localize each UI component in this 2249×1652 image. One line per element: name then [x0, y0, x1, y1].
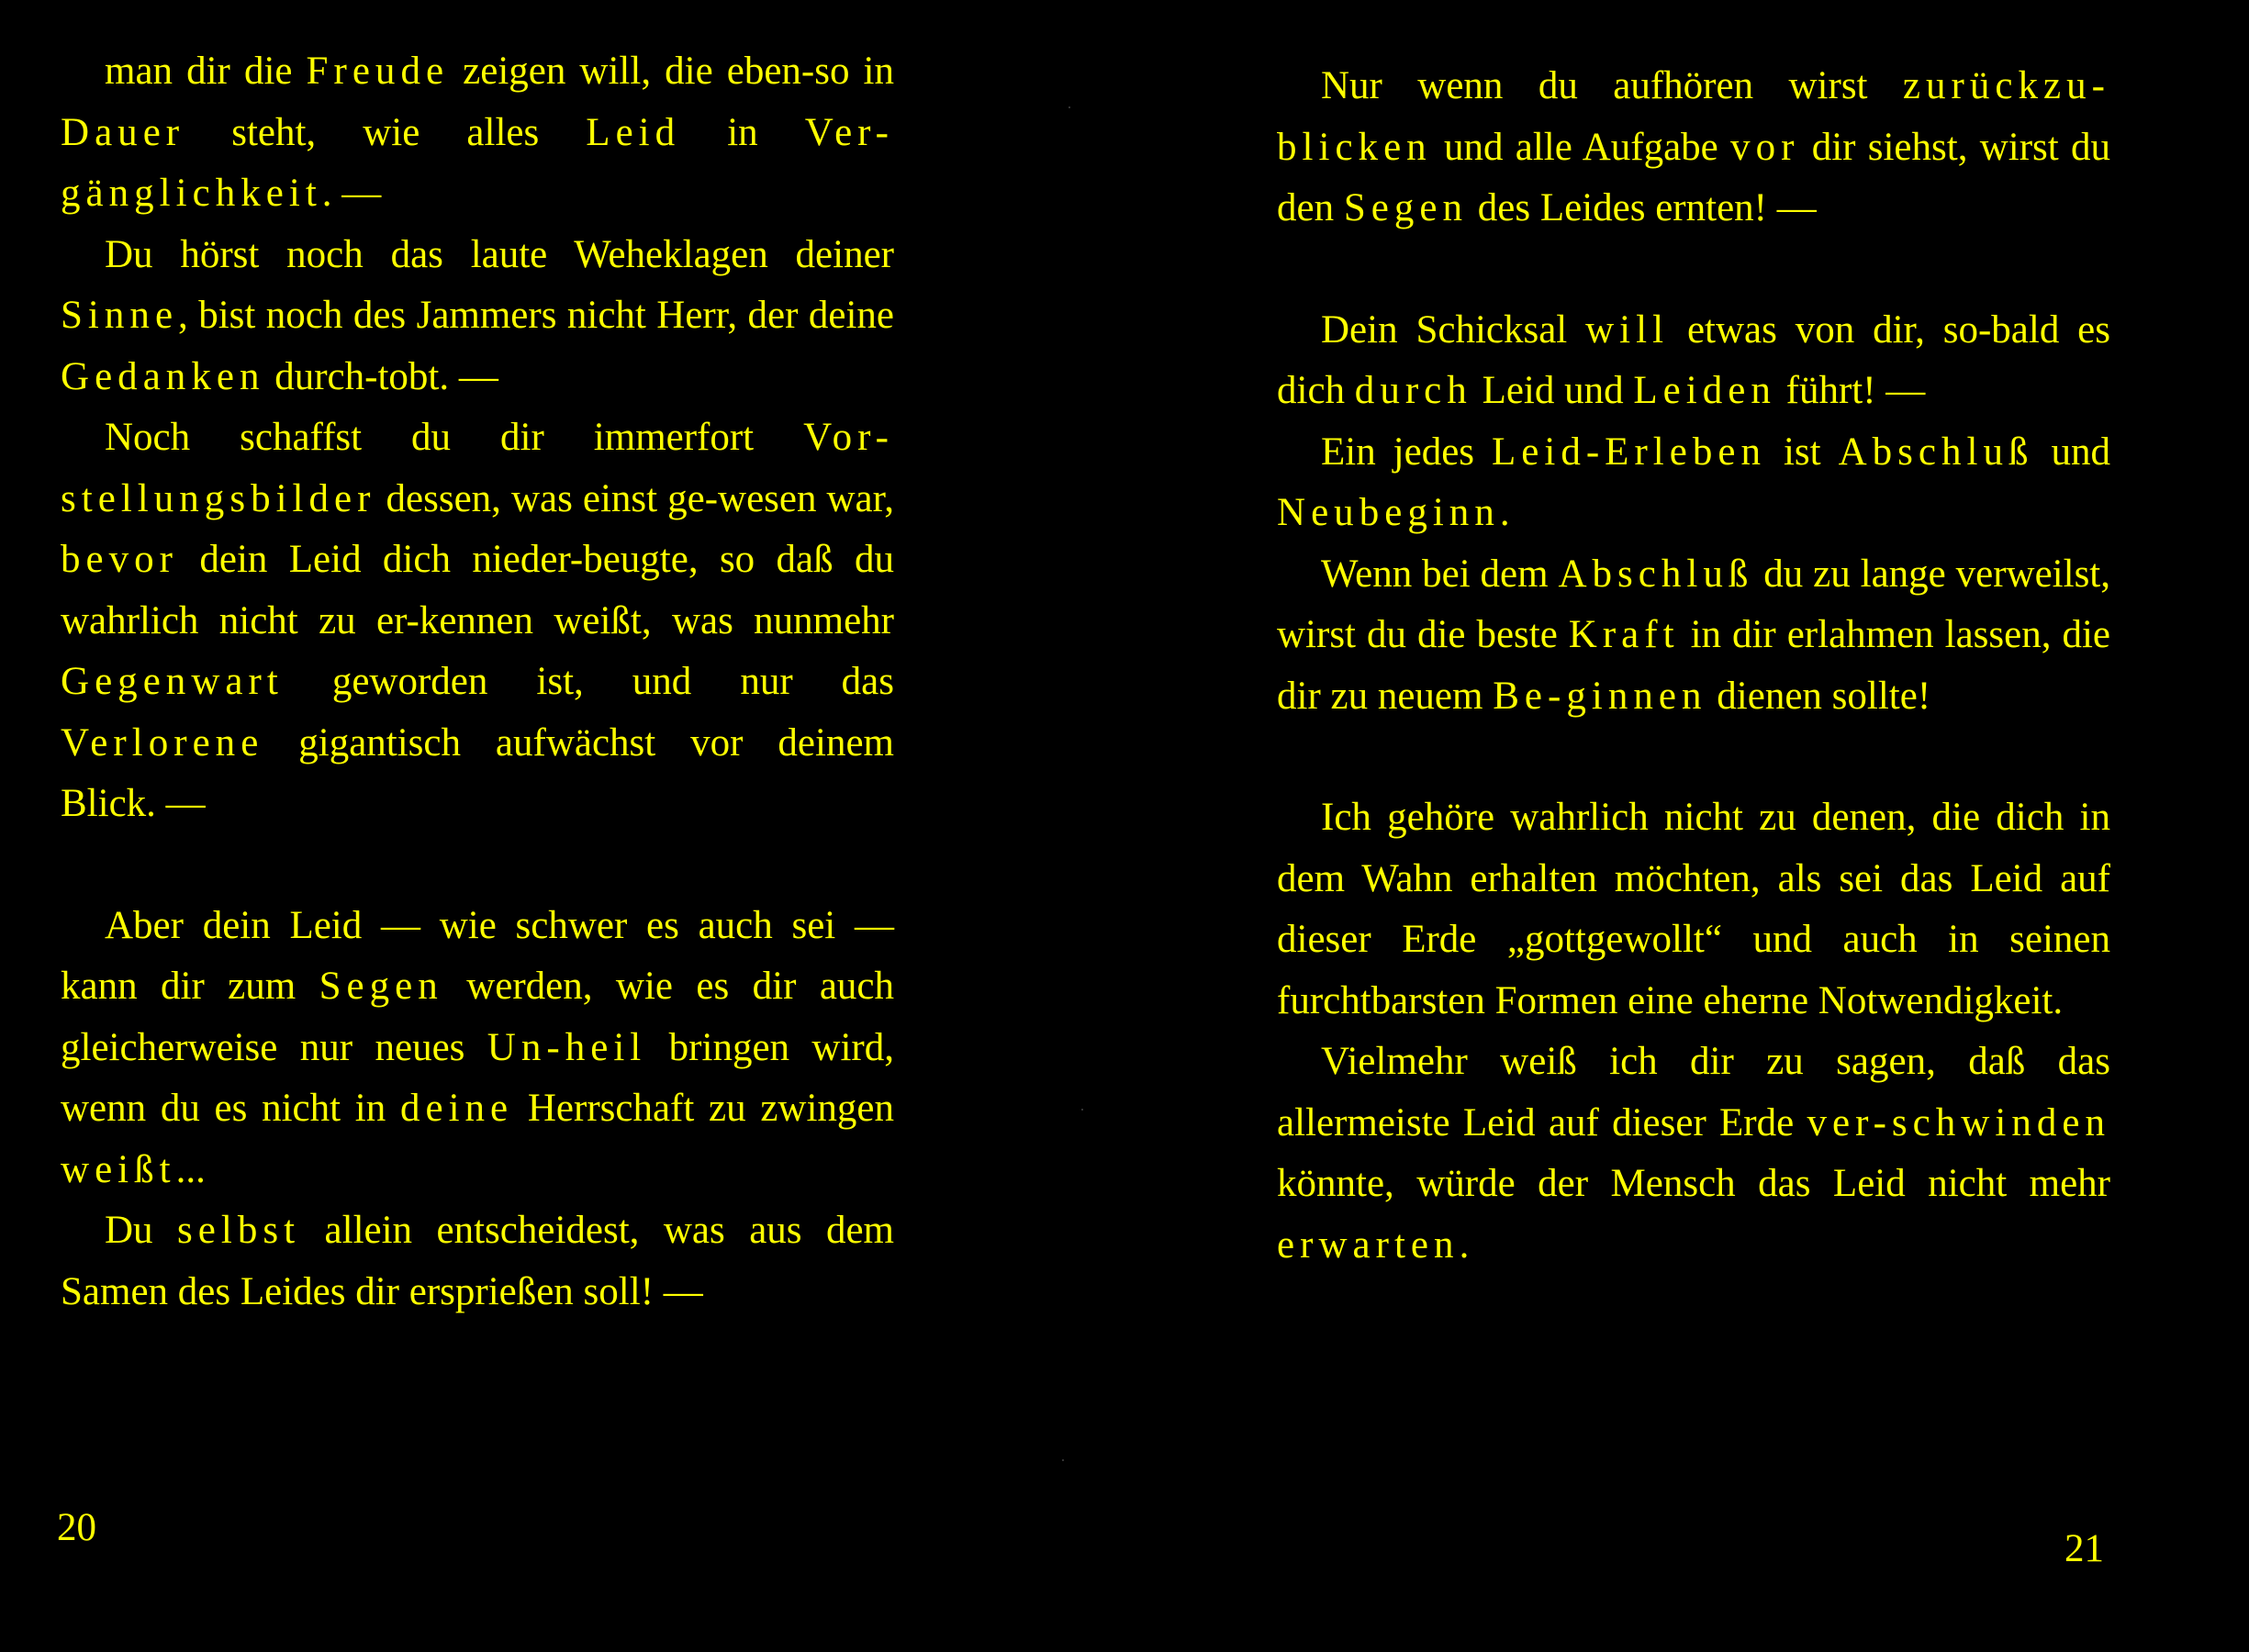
emphasized-text: Verlorene [61, 720, 264, 765]
text-run: ist [1766, 430, 1839, 474]
paragraph [1277, 300, 2110, 422]
text-run: dir siehst, wirst du den [1277, 125, 2110, 229]
text-run: man dir die [105, 50, 307, 93]
emphasized-text: Leid [586, 110, 681, 154]
scan-speck [1081, 1109, 1083, 1111]
text-run: geworden ist, und nur das [283, 660, 894, 703]
left-page [0, 0, 1124, 1652]
text-run: könnte, würde der Mensch das Leid nicht mehr [1277, 1162, 2110, 1205]
paragraph [61, 225, 894, 408]
emphasized-text: Gegenwart [61, 660, 284, 703]
page-number: 21 [2064, 1527, 2104, 1570]
paragraph [1277, 422, 2110, 544]
text-run: dessen, was einst ge-wesen war, [375, 476, 894, 520]
left-page-text [61, 41, 894, 1323]
right-page [1124, 0, 2249, 1652]
paragraph [61, 407, 894, 835]
text-run: Leid und [1471, 369, 1634, 412]
right-page-text [1277, 56, 2110, 1276]
text-run: Aber dein Leid — wie schwer es auch sei — kann dir zum [61, 903, 894, 1008]
emphasized-text: Leid-Erleben [1491, 430, 1767, 474]
emphasized-text: Gedanken [61, 354, 265, 398]
emphasized-text: Vor-stellungsbilder [61, 416, 894, 520]
emphasized-text: Dauer [61, 110, 185, 154]
page-number: 20 [57, 1506, 96, 1549]
emphasized-text: Segen [1343, 186, 1469, 229]
text-run: steht, wie alles [185, 110, 587, 154]
emphasized-text: Leiden [1633, 369, 1776, 412]
emphasized-text: Freude [306, 50, 450, 93]
text-run: . [1459, 1222, 1470, 1267]
text-run: in dir erlahmen lassen, die dir zu neuem [1277, 613, 2110, 718]
emphasized-text: Sinne [61, 294, 179, 337]
text-run: Herrschaft zu zwingen [513, 1087, 894, 1130]
paragraph [1277, 544, 2110, 728]
text-run: Wenn bei dem [1321, 552, 1559, 596]
paragraph [1277, 56, 2110, 240]
text-run: . [1499, 491, 1510, 534]
text-run: und alle Aufgabe [1431, 125, 1731, 169]
text-run: ... [175, 1147, 206, 1191]
text-run: allein entscheidest, was aus dem Samen des Leides dir ersprießen soll! — [61, 1209, 894, 1313]
text-run: Ich gehöre wahrlich nicht zu denen, die dich in dem Wahn erhalten möchten, als sei das Leid auf dieser Erde „gottgewollt“ und auch in seinen furchtbarsten Formen eine eherne Notwendigkeit. [1277, 796, 2110, 1022]
emphasized-text: bevor [61, 538, 179, 581]
emphasized-text: vor [1730, 125, 1800, 169]
emphasized-text: Abschluß [1838, 430, 2034, 474]
text-run: bringen wird, wenn du es nicht in [61, 1025, 894, 1130]
paragraph [61, 1200, 894, 1323]
paragraph [61, 896, 894, 1201]
emphasized-text: Abschluß [1558, 552, 1754, 596]
text-run: Nur wenn du aufhören wirst [1321, 64, 1903, 107]
scan-speck [1062, 1459, 1064, 1461]
scan-speck [1069, 106, 1070, 108]
paragraph-gap [1277, 240, 2110, 300]
paragraph-gap [1277, 727, 2110, 787]
emphasized-text: will [1585, 307, 1670, 352]
text-run: Ein jedes [1321, 430, 1492, 474]
emphasized-text: durch [1354, 369, 1472, 412]
text-run: führt! — [1775, 369, 1926, 412]
paragraph [1277, 1032, 2110, 1276]
text-run: . — [321, 172, 382, 215]
text-run: Vielmehr weiß ich dir zu sagen, daß das allermeiste Leid auf dieser Erde [1277, 1040, 2110, 1144]
text-run: , bist noch des Jammers nicht Herr, der deine [178, 294, 894, 337]
text-run: gigantisch aufwächst vor deinem Blick. — [61, 720, 894, 825]
emphasized-text: Kraft [1568, 613, 1680, 656]
emphasized-text: Be-ginnen [1493, 674, 1707, 718]
text-run: dienen sollte! [1706, 674, 1931, 718]
emphasized-text: ver-schwinden [1807, 1100, 2110, 1144]
text-run: durch-tobt. — [264, 354, 498, 398]
emphasized-text: deine [399, 1087, 514, 1130]
text-run: in [680, 110, 805, 154]
text-run: des Leides ernten! — [1468, 186, 1817, 229]
emphasized-text: Segen [319, 965, 443, 1008]
paragraph-gap [61, 835, 894, 896]
text-run: etwas von dir, so-bald es dich [1277, 307, 2110, 412]
text-run: und [2033, 430, 2110, 474]
text-run: Du [105, 1209, 178, 1252]
text-run: Du hörst noch das laute Weheklagen deiner [105, 232, 894, 276]
emphasized-text: selbst [177, 1209, 301, 1252]
text-run: zeigen will, die eben-so in [449, 50, 894, 93]
text-run: werden, wie es dir auch gleicherweise nur neues [61, 965, 894, 1069]
emphasized-text: erwarten [1277, 1222, 1460, 1267]
text-run: Noch schaffst du dir immerfort [105, 416, 804, 459]
emphasized-text: weißt [61, 1147, 176, 1191]
emphasized-text: Neubeginn [1277, 491, 1500, 534]
text-run: dein Leid dich nieder-beugte, so daß du wahrlich nicht zu er-kennen weißt, was nunmehr [61, 538, 894, 642]
emphasized-text: Ver-gänglichkeit [61, 110, 894, 215]
text-run: Dein Schicksal [1321, 307, 1586, 352]
paragraph [61, 41, 894, 225]
text-run: du zu lange verweilst, wirst du die beste [1277, 552, 2111, 656]
paragraph [1277, 787, 2110, 1032]
emphasized-text: zurückzu-blicken [1277, 64, 2110, 169]
emphasized-text: Un-heil [487, 1025, 647, 1069]
